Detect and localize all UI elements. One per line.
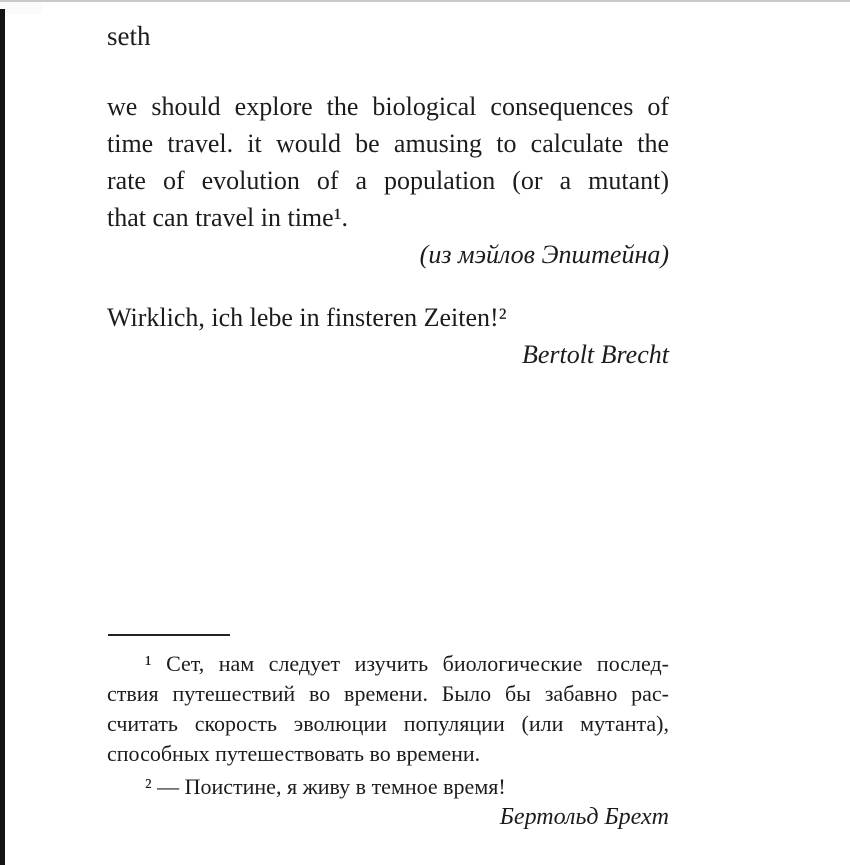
page-top-edge-line [0, 0, 850, 2]
epigraph-german-attribution: Bertolt Brecht [521, 340, 669, 369]
epigraph-english-line-2: time travel. it would be amusing to calculate the [107, 129, 669, 158]
page-left-edge-line [0, 9, 5, 865]
epigraph-english [107, 88, 669, 273]
footnote-1-line-2: ствия путешествий во времени. Было бы забавно рас- [107, 681, 669, 706]
footnote-1-line-4: способных путешествовать во времени. [107, 741, 481, 766]
epigraph-english-line-3: rate of evolution of a population (or a mutant) [107, 166, 669, 195]
epigraph-english-line-4: that can travel in time¹. [107, 203, 348, 232]
footnote-2-line: ² — Поистине, я живу в темное время! [145, 774, 506, 799]
footnote-separator-rule [108, 634, 230, 636]
footnote-attribution: Бертольд Брехт [499, 804, 669, 830]
epigraph-english-attribution: (из мэйлов Эпштейна) [419, 240, 669, 269]
epigraph-german [107, 299, 669, 373]
footnote-1-line-3: считать скорость эволюции популяции (или мутанта), [107, 711, 669, 736]
epigraph-german-line: Wirklich, ich lebe in finsteren Zeiten!² [107, 303, 507, 332]
epigraph-english-line-1: we should explore the biological consequences of [107, 92, 669, 121]
footnote-1 [107, 649, 669, 769]
scan-corner-shade [0, 2, 42, 14]
footnote-1-line-1: ¹ Сет, нам следует изучить биологические послед- [145, 651, 669, 676]
footnote-2 [107, 772, 669, 832]
running-header: seth [107, 21, 151, 51]
